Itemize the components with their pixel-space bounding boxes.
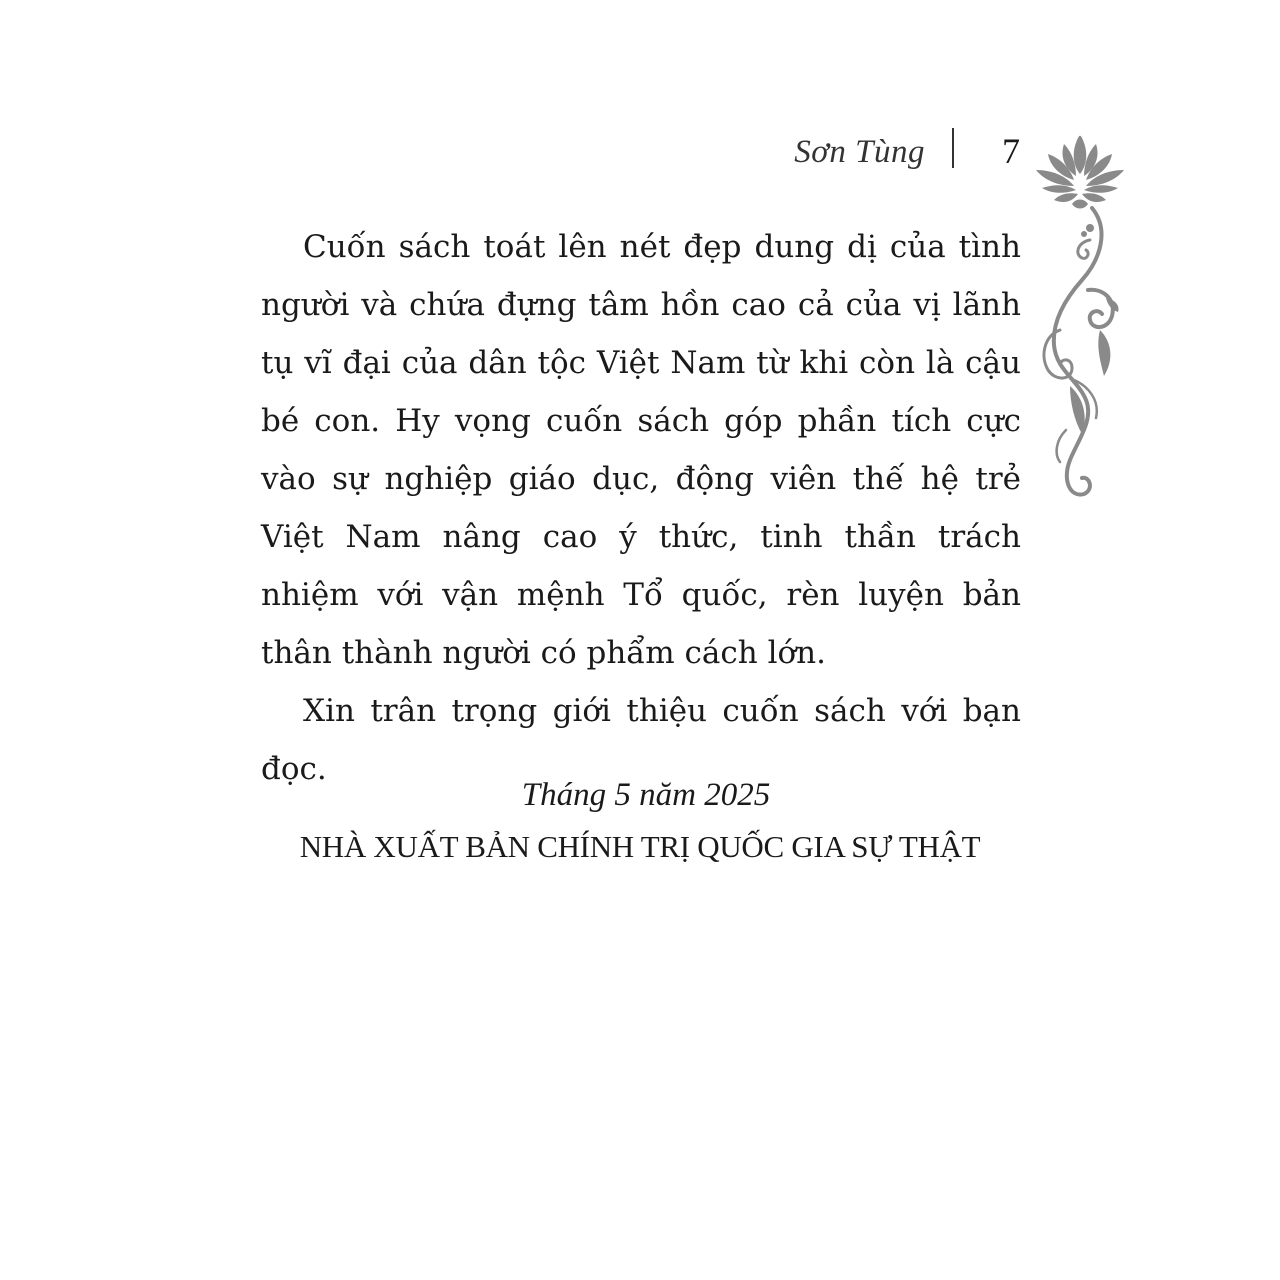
publisher-name: NHÀ XUẤT BẢN CHÍNH TRỊ QUỐC GIA SỰ THẬT [299,829,981,864]
running-header [760,128,1050,178]
lotus-flourish-icon [1030,130,1130,510]
body-paragraph: Cuốn sách toát lên nét đẹp dung dị của tình người và chứa đựng tâm hồn cao cả của vị lãnh tụ vĩ đại của dân tộc Việt Nam từ khi còn là cậu bé con. Hy vọng cuốn sách góp phần tích cực vào sự nghiệp giáo dục, động viên thế hệ trẻ Việt Nam nâng cao ý thức, tinh thần trách nhiệm với vận mệnh Tổ quốc, rèn luyện bản thân thành người có phẩm cách lớn. [261,229,1021,671]
signoff-date: Tháng 5 năm 2025 [521,777,771,813]
running-header-author: Sơn Tùng [794,134,925,170]
signoff [0,770,1280,872]
body-paragraph: Xin trân trọng giới thiệu cuốn sách với bạn đọc. [261,693,1021,787]
header-divider [952,128,954,168]
page-number: 7 [1002,131,1020,171]
body-text [261,218,1021,798]
